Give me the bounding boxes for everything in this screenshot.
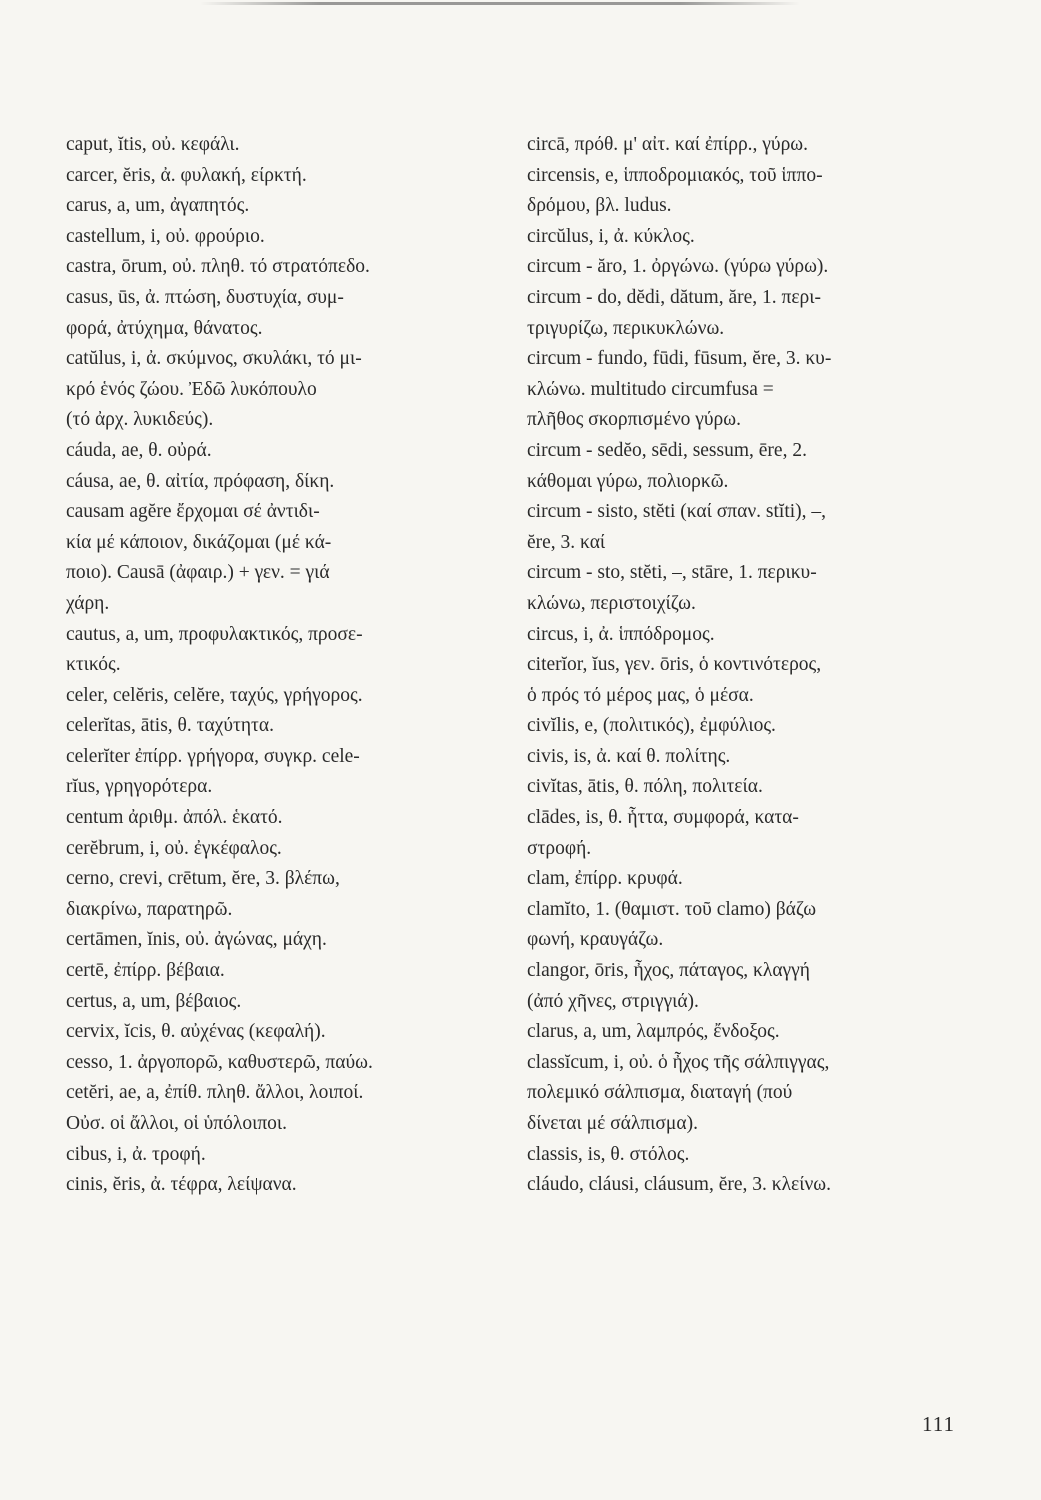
entry-line: classĭcum, i, οὐ. ὁ ἦχος τῆς σάλπιγγας, (527, 1051, 830, 1073)
dictionary-entry (66, 283, 506, 344)
entry-line: certus, a, um, βέβαιος. (66, 990, 242, 1012)
dictionary-entry (527, 620, 977, 651)
dictionary-entry (66, 1170, 506, 1201)
dictionary-entry (527, 650, 977, 711)
entry-line: centum ἀριθμ. ἀπόλ. ἑκατό. (66, 807, 283, 829)
entry-line: κία μέ κάποιον, δικάζομαι (μέ κά- (66, 531, 332, 553)
dictionary-entry (527, 1170, 977, 1201)
entry-line: στροφή. (527, 837, 592, 859)
entry-line: cautus, a, um, προφυλακτικός, προσε- (66, 623, 363, 645)
entry-line: celerĭter ἐπίρρ. γρήγορα, συγκρ. cele- (66, 745, 360, 767)
entry-line: φορά, ἀτύχημα, θάνατος. (66, 317, 263, 339)
entry-line: cáusa, ae, θ. αἰτία, πρόφαση, δίκη. (66, 470, 335, 492)
entry-line: circum - fundo, fūdi, fūsum, ĕre, 3. κυ- (527, 348, 832, 370)
entry-line: citerĭor, ĭus, γεν. ōris, ὁ κοντινότερος, (527, 654, 822, 676)
dictionary-entry (527, 558, 977, 619)
entry-line: caput, ĭtis, οὐ. κεφάλι. (66, 134, 240, 155)
entry-line: κλώνω. multitudo circumfusa = (527, 378, 774, 400)
entry-line: clarus, a, um, λαμπρός, ἔνδοξος. (527, 1021, 780, 1043)
entry-line: δίνεται μέ σάλπισμα). (527, 1113, 698, 1134)
entry-line: δρόμου, βλ. ludus. (527, 195, 672, 217)
dictionary-entry (527, 436, 977, 497)
dictionary-entry (66, 1140, 506, 1171)
dictionary-entry (527, 497, 977, 558)
entry-line: cinis, ĕris, ἀ. τέφρα, λείψανα. (66, 1174, 297, 1196)
dictionary-entry (66, 864, 506, 925)
entry-line: φωνή, κραυγάζω. (527, 929, 664, 951)
entry-line: civĭtas, ātis, θ. πόλη, πολιτεία. (527, 776, 763, 798)
dictionary-entry (66, 130, 506, 161)
dictionary-entry (527, 895, 977, 956)
entry-line: clangor, ōris, ἦχος, πάταγος, κλαγγή (527, 960, 810, 982)
entry-line: civĭlis, e, (πολιτικός), ἐμφύλιος. (527, 715, 776, 737)
dictionary-entry (527, 130, 977, 161)
top-rule (200, 2, 800, 5)
left-column (66, 130, 506, 1201)
entry-line: civis, is, ἀ. καί θ. πολίτης. (527, 745, 731, 767)
dictionary-entry (527, 742, 977, 773)
dictionary-entry (527, 772, 977, 803)
entry-line: certāmen, ĭnis, οὐ. ἀγώνας, μάχη. (66, 929, 327, 951)
dictionary-entry (66, 711, 506, 742)
dictionary-entry (527, 252, 977, 283)
entry-line: carus, a, um, ἀγαπητός. (66, 195, 250, 217)
entry-line: circus, i, ἀ. ἱππόδρομος. (527, 623, 715, 645)
dictionary-entry (66, 681, 506, 712)
entry-line: classis, is, θ. στόλος. (527, 1143, 690, 1165)
dictionary-entry (527, 1140, 977, 1171)
dictionary-entry (527, 283, 977, 344)
entry-line: διακρίνω, παρατηρῶ. (66, 898, 233, 920)
entry-line: circā, πρόθ. μ' αἰτ. καί ἐπίρρ., γύρω. (527, 134, 809, 155)
entry-line: celerĭtas, ātis, θ. ταχύτητα. (66, 715, 274, 737)
entry-line: circum - do, dĕdi, dătum, ăre, 1. περι- (527, 286, 822, 308)
entry-line: τριγυρίζω, περικυκλώνω. (527, 317, 725, 339)
entry-line: carcer, ĕris, ἀ. φυλακή, είρκτή. (66, 164, 307, 186)
dictionary-entry (66, 161, 506, 192)
entry-line: ποιο). Causā (ἀφαιρ.) + γεν. = γιά (66, 562, 330, 584)
entry-line: πλῆθος σκορπισμένο γύρω. (527, 409, 741, 431)
entry-line: (ἀπό χῆνες, στριγγιά). (527, 990, 699, 1012)
entry-line: κλώνω, περιστοιχίζω. (527, 592, 696, 614)
dictionary-entry (66, 803, 506, 834)
entry-line: rĭus, γρηγορότερα. (66, 776, 213, 798)
dictionary-entry (527, 864, 977, 895)
dictionary-entry (66, 925, 506, 956)
dictionary-entry (527, 711, 977, 742)
entry-line: cláudo, cláusi, cláusum, ĕre, 3. κλείνω. (527, 1174, 831, 1196)
dictionary-entry (527, 1017, 977, 1048)
entry-line: cibus, i, ἀ. τροφή. (66, 1143, 206, 1165)
entry-line: cetĕri, ae, a, ἐπίθ. πληθ. ἄλλοι, λοιποί. (66, 1082, 364, 1104)
entry-line: circum - ăro, 1. ὀργώνω. (γύρω γύρω). (527, 256, 829, 278)
entry-line: certē, ἐπίρρ. βέβαια. (66, 960, 225, 982)
entry-line: circŭlus, i, ἀ. κύκλος. (527, 225, 695, 247)
dictionary-entry (66, 222, 506, 253)
entry-line: clādes, is, θ. ἧττα, συμφορά, κατα- (527, 807, 799, 829)
entry-line: cerno, crevi, crētum, ĕre, 3. βλέπω, (66, 868, 340, 890)
dictionary-entry (527, 161, 977, 222)
entry-line: celer, celĕris, celĕre, ταχύς, γρήγορος. (66, 684, 363, 706)
entry-line: cervix, ĭcis, θ. αὐχένας (κεφαλή). (66, 1021, 326, 1043)
entry-line: causam agĕre ἔρχομαι σέ ἀντιδι- (66, 501, 320, 523)
dictionary-entry (66, 742, 506, 803)
entry-line: cerĕbrum, i, οὐ. ἐγκέφαλος. (66, 837, 282, 859)
dictionary-entry (66, 467, 506, 620)
dictionary-entry (66, 956, 506, 987)
entry-line: castra, ōrum, οὐ. πληθ. τό στρατόπεδο. (66, 256, 370, 278)
dictionary-entry (527, 803, 977, 864)
entry-line: circensis, e, ἱπποδρομιακός, τοῦ ἱππο- (527, 164, 823, 186)
dictionary-entry (66, 252, 506, 283)
dictionary-entry (527, 222, 977, 253)
entry-line: ὁ πρός τό μέρος μας, ὁ μέσα. (527, 684, 754, 706)
entry-line: κτικός. (66, 654, 121, 676)
dictionary-entry (66, 1078, 506, 1139)
page-number: 111 (922, 1412, 955, 1436)
dictionary-entry (527, 344, 977, 436)
entry-line: circum - sisto, stĕti (καί σπαν. stĭti), –, (527, 501, 827, 523)
entry-line: πολεμικό σάλπισμα, διαταγή (πού (527, 1082, 793, 1104)
entry-line: κάθομαι γύρω, πολιορκῶ. (527, 470, 729, 492)
dictionary-entry (527, 956, 977, 1017)
entry-line: castellum, i, οὐ. φρούριο. (66, 225, 265, 247)
dictionary-entry (527, 1048, 977, 1140)
dictionary-entry (66, 191, 506, 222)
dictionary-entry (66, 344, 506, 436)
dictionary-entry (66, 987, 506, 1018)
entry-line: κρό ἑνός ζώου. Ἐδῶ λυκόπουλο (66, 378, 317, 400)
entry-line: clam, ἐπίρρ. κρυφά. (527, 868, 683, 890)
entry-line: Οὐσ. οἱ ἄλλοι, οἱ ὑπόλοιποι. (66, 1113, 288, 1134)
dictionary-entry (66, 1017, 506, 1048)
dictionary-entry (66, 834, 506, 865)
entry-line: ĕre, 3. καί (527, 531, 606, 553)
entry-line: χάρη. (66, 592, 110, 614)
entry-line: cáuda, ae, θ. οὐρά. (66, 439, 212, 461)
entry-line: circum - sto, stĕti, –, stāre, 1. περικυ- (527, 562, 817, 584)
entry-line: catŭlus, i, ἀ. σκύμνος, σκυλάκι, τό μι- (66, 348, 362, 370)
entry-line: (τό ἀρχ. λυκιδεύς). (66, 409, 214, 431)
dictionary-entry (66, 1048, 506, 1079)
dictionary-entry (66, 620, 506, 681)
entry-line: clamĭto, 1. (θαμιστ. τοῦ clamo) βάζω (527, 898, 817, 920)
entry-line: cesso, 1. ἀργοπορῶ, καθυστερῶ, παύω. (66, 1051, 373, 1073)
right-column (527, 130, 977, 1201)
entry-line: casus, ūs, ἀ. πτώση, δυστυχία, συμ- (66, 286, 344, 308)
entry-line: circum - sedĕo, sēdi, sessum, ēre, 2. (527, 439, 807, 461)
dictionary-entry (66, 436, 506, 467)
